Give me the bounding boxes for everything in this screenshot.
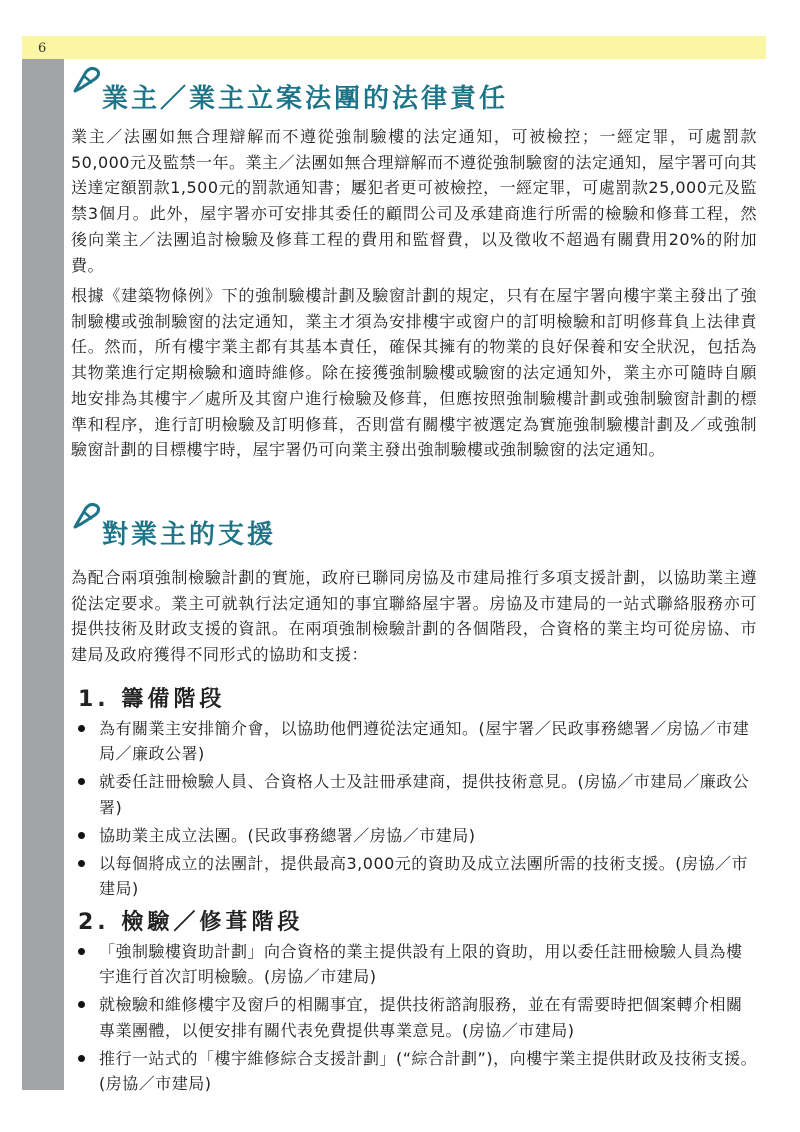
section-title: 業主／業主立案法團的法律責任: [102, 84, 509, 114]
list-item: 推行一站式的「樓宇維修綜合支援計劃」(“綜合計劃”)，向樓宇業主提供財政及技術支援。(房協／市建局): [78, 1046, 758, 1096]
header-band: [22, 36, 766, 59]
stage1-heading: 1. 籌備階段: [78, 687, 226, 712]
list-item: 協助業主成立法團。(民政事務總署／房協／市建局): [78, 823, 758, 848]
bullet-icon: [78, 778, 85, 785]
sidebar-bar: [22, 36, 64, 1090]
stage2-heading: 2. 檢驗／修葺階段: [78, 910, 304, 935]
bullet-icon: [78, 948, 85, 955]
support-intro-paragraph: 為配合兩項強制檢驗計劃的實施，政府已聯同房協及市建局推行多項支援計劃，以協助業主遵從法定要求。業主可就執行法定通知的事宜聯絡屋宇署。房協及市建局的一站式聯絡服務亦可提供技術及財政支援的資訊。在兩項強制檢驗計劃的各個階段，合資格的業主均可從房協、市建局及政府獲得不同形式的協助和支援：: [71, 568, 757, 665]
section-heading-support: [72, 500, 672, 550]
section-title: 對業主的支援: [102, 520, 277, 550]
pen-nib-icon: [72, 500, 104, 530]
list-item: 「強制驗樓資助計劃」向合資格的業主提供設有上限的資助，用以委任註冊檢驗人員為樓宇進行首次訂明檢驗。(房協／市建局): [78, 939, 758, 989]
section-heading-legal: [72, 64, 672, 114]
pen-nib-icon: [72, 64, 104, 94]
bullet-icon: [78, 725, 85, 732]
stage2-list: [78, 939, 758, 1099]
bullet-icon: [78, 832, 85, 839]
legal-paragraph-2: 根據《建築物條例》下的強制驗樓計劃及驗窗計劃的規定，只有在屋宇署向樓宇業主發出了強制驗樓或強制驗窗的法定通知，業主才須為安排樓宇或窗户的訂明檢驗和訂明修葺負上法律責任。然而，所有樓宇業主都有其基本責任，確保其擁有的物業的良好保養和安全狀況，包括為其物業進行定期檢驗和適時維修。除在接獲強制驗樓或驗窗的法定通知外，業主亦可隨時自願地安排為其樓宇／處所及其窗户進行檢驗及修葺，但應按照強制驗樓計劃或強制驗窗計劃的標準和程序，進行訂明檢驗及訂明修葺，否則當有關樓宇被選定為實施強制驗樓計劃及／或強制驗窗計劃的目標樓宇時，屋宇署仍可向業主發出強制驗樓或強制驗窗的法定通知。: [71, 286, 757, 460]
list-item: 就檢驗和維修樓宇及窗戶的相關事宜，提供技術諮詢服務，並在有需要時把個案轉介相關專業團體，以便安排有關代表免費提供專業意見。(房協／市建局): [78, 992, 758, 1042]
list-item: 為有關業主安排簡介會，以協助他們遵從法定通知。(屋宇署／民政事務總署／房協／市建局／廉政公署): [78, 716, 758, 766]
stage1-list: [78, 716, 758, 904]
page-number: 6: [38, 41, 47, 56]
bullet-icon: [78, 860, 85, 867]
bullet-icon: [78, 1001, 85, 1008]
legal-paragraph-1: 業主／法團如無合理辯解而不遵從強制驗樓的法定通知，可被檢控；一經定罪，可處罰款50,000元及監禁一年。業主／法團如無合理辯解而不遵從強制驗窗的法定通知，屋宇署可向其送達定額罰款1,500元的罰款通知書；屢犯者更可被檢控，一經定罪，可處罰款25,000元及監禁3個月。此外，屋宇署亦可安排其委任的顧問公司及承建商進行所需的檢驗和修葺工程，然後向業主／法團追討檢驗及修葺工程的費用和監督費，以及徵收不超過有關費用20%的附加費。: [71, 127, 757, 275]
list-item: 以每個將成立的法團計，提供最高3,000元的資助及成立法團所需的技術支援。(房協／市建局): [78, 851, 758, 901]
bullet-icon: [78, 1055, 85, 1062]
list-item: 就委任註冊檢驗人員、合資格人士及註冊承建商，提供技術意見。(房協／市建局／廉政公署): [78, 769, 758, 819]
